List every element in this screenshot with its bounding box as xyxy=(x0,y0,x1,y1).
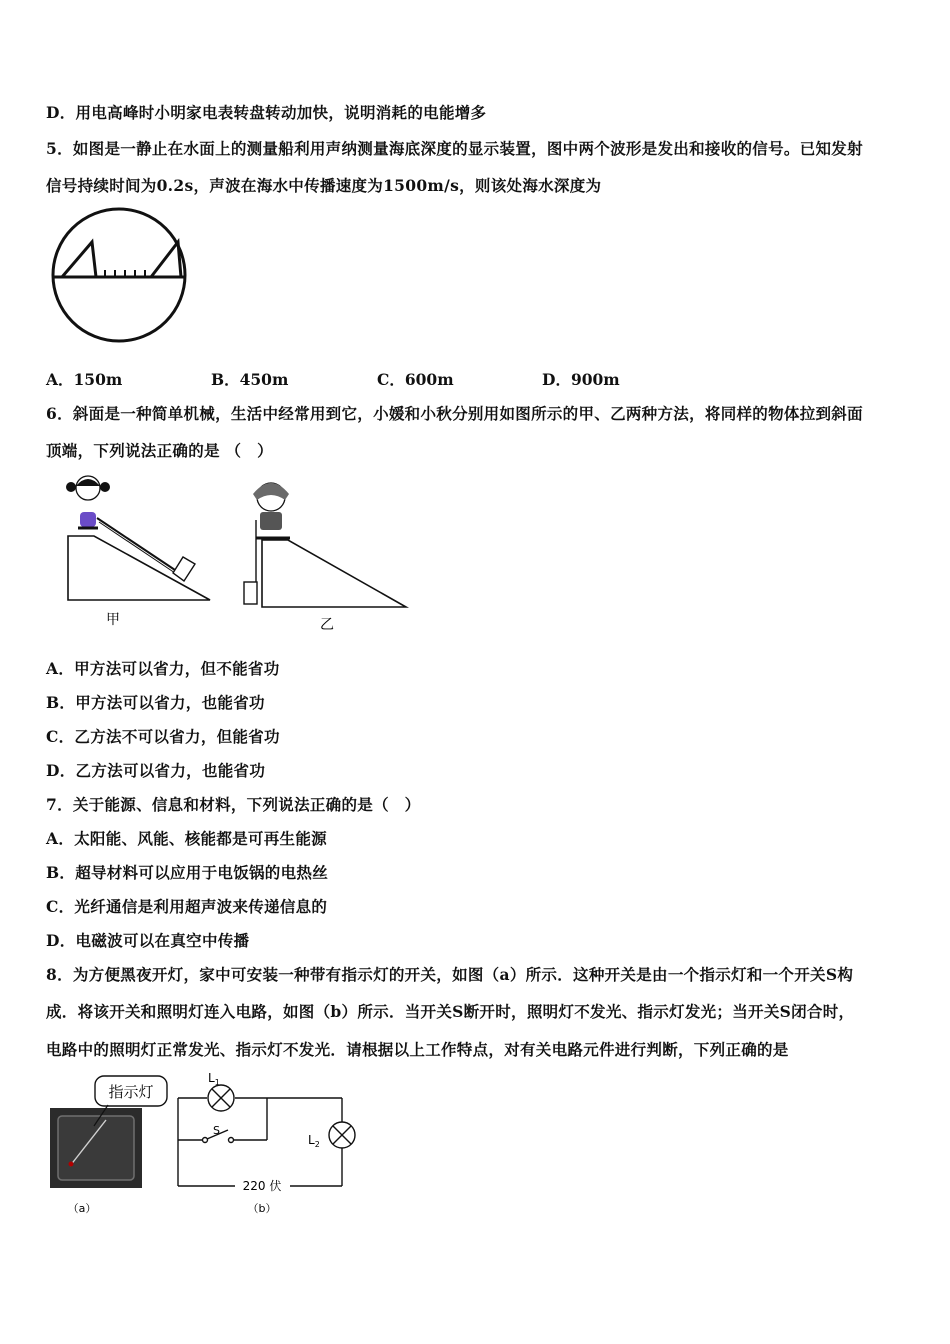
q5-option-a: A．150m xyxy=(46,370,123,389)
q7-option-d: D．电磁波可以在真空中传播 xyxy=(46,931,250,950)
inclined-plane-figure xyxy=(50,472,420,632)
q7-option-b: B．超导材料可以应用于电饭锅的电热丝 xyxy=(46,863,329,882)
q8-stem-line1: 8．为方便黑夜开灯，家中可安装一种带有指示灯的开关，如图（a）所示．这种开关是由一个指示灯和一个开关S构 xyxy=(46,965,854,984)
q7-option-c: C．光纤通信是利用超声波来传递信息的 xyxy=(46,897,328,916)
label-jia: 甲 xyxy=(106,612,120,628)
q5-option-c: C．600m xyxy=(377,370,454,389)
label-voltage: 220 伏 xyxy=(242,1179,282,1193)
q4-option-d: D．用电高峰时小明家电表转盘转动加快，说明消耗的电能增多 xyxy=(46,103,487,122)
q6-option-d: D．乙方法可以省力，也能省功 xyxy=(46,761,266,780)
circuit-diagram xyxy=(178,1085,355,1186)
sonar-display-figure xyxy=(50,206,190,344)
q6-option-a: A．甲方法可以省力，但不能省功 xyxy=(46,659,280,678)
q5-stem-line1: 5．如图是一静止在水面上的测量船利用声纳测量海底深度的显示装置，图中两个波形是发出和接收的信号。已知发射 xyxy=(46,139,863,158)
label-yi: 乙 xyxy=(320,617,334,632)
q6-option-b: B．甲方法可以省力，也能省功 xyxy=(46,693,265,712)
q8-stem-line3: 电路中的照明灯正常发光、指示灯不发光．请根据以上工作特点，对有关电路元件进行判断，下列正确的是 xyxy=(46,1040,789,1059)
caption-b: （b） xyxy=(247,1202,277,1215)
q7-option-a: A．太阳能、风能、核能都是可再生能源 xyxy=(46,829,327,848)
q6-stem-line2: 顶端，下列说法正确的是 （ ） xyxy=(46,441,273,460)
q6-stem-line1: 6．斜面是一种简单机械，生活中经常用到它，小媛和小秋分别用如图所示的甲、乙两种方法，将同样的物体拉到斜面 xyxy=(46,404,863,423)
q8-stem-line2: 成．将该开关和照明灯连入电路，如图（b）所示．当开关S断开时，照明灯不发光、指示灯发光；当开关S闭合时， xyxy=(46,1002,855,1021)
switch-circuit-figure xyxy=(50,1068,370,1218)
label-switch-s: S xyxy=(213,1124,220,1137)
incline-yi xyxy=(244,483,406,632)
incline-jia xyxy=(66,476,210,628)
q5-option-b: B．450m xyxy=(211,370,289,389)
indicator-bubble-label: 指示灯 xyxy=(108,1083,154,1101)
q5-option-d: D．900m xyxy=(542,370,620,389)
q7-stem: 7．关于能源、信息和材料，下列说法正确的是（ ） xyxy=(46,795,421,814)
q6-option-c: C．乙方法不可以省力，但能省功 xyxy=(46,727,280,746)
label-l2: $L_2$ xyxy=(308,1133,320,1149)
switch-photo xyxy=(50,1076,167,1215)
label-l1: $L_1$ xyxy=(208,1071,220,1087)
caption-a: （a） xyxy=(67,1202,97,1215)
q5-stem-line2: 信号持续时间为0.2s，声波在海水中传播速度为1500m/s，则该处海水深度为 xyxy=(46,176,602,195)
